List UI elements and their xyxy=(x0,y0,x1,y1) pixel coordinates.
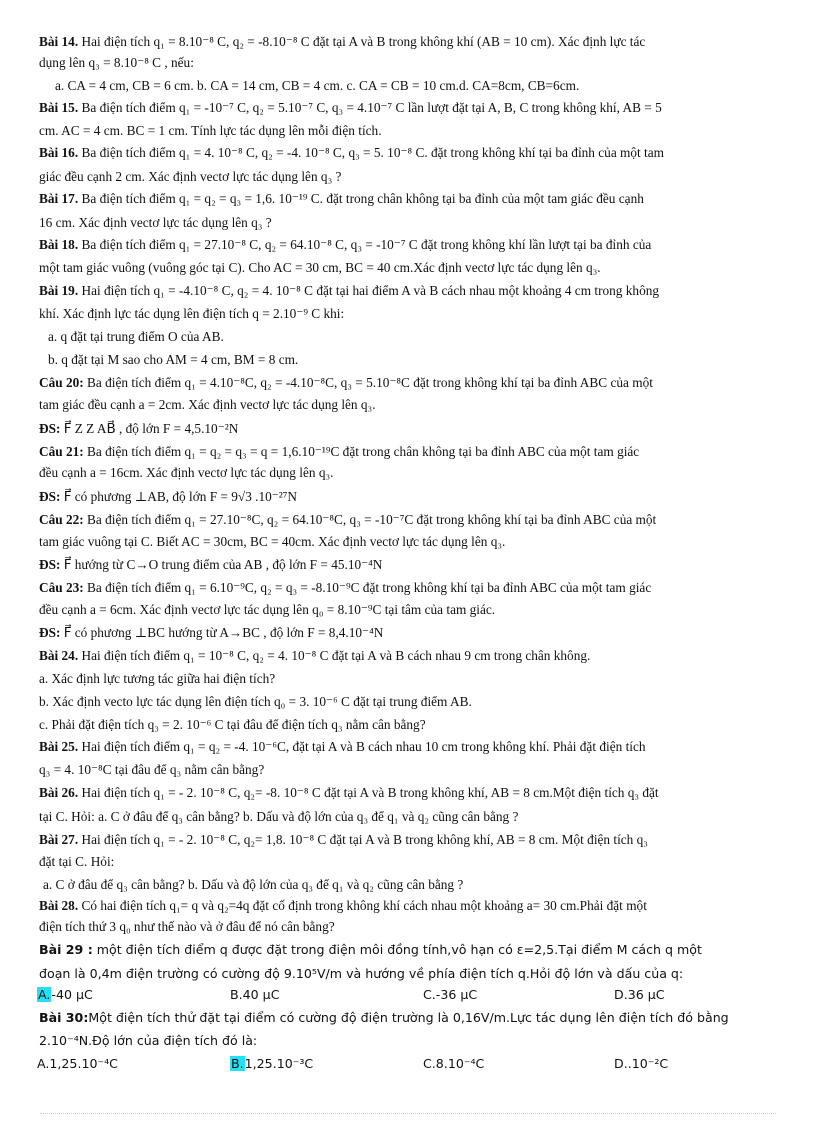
text-line xyxy=(0,444,816,460)
text-line xyxy=(0,648,816,664)
option-value: .10⁻²C xyxy=(627,1056,669,1071)
option-letter: C. xyxy=(423,987,436,1002)
text-line: a. CA = 4 cm, CB = 6 cm. b. CA = 14 cm, CB = 4 cm. c. CA = CB = 10 cm.d. CA=8cm, CB=6cm. xyxy=(55,78,580,93)
text-line: q₃ = 4. 10⁻⁸C tại đâu để q₃ nằm cân bằng? xyxy=(39,762,265,777)
exercise-label: ĐS: xyxy=(39,489,61,504)
text-line xyxy=(0,942,816,958)
exercise-label: Bài 16. xyxy=(39,145,79,160)
exercise-label: Bài 15. xyxy=(39,100,79,115)
text-line: tại C. Hỏi: a. C ở đâu để q₃ cân bằng? b. Dấu và độ lớn của q₃ để q₁ và q₂ cũng cân bằng ? xyxy=(39,809,519,824)
exercise-body: Ba điện tích điểm q₁ = 4.10⁻⁸C, q₂ = -4.10⁻⁸C, q₃ = 5.10⁻⁸C đặt trong không khí tại ba đỉnh ABC của một xyxy=(83,375,653,390)
text-line: a. Xác định lực tương tác giữa hai điện tích? xyxy=(39,671,276,686)
text-line xyxy=(0,739,816,755)
exercise-body: F⃗ có phương ⊥BC hướng từ A→BC , độ lớn F = 8,4.10⁻⁴N xyxy=(60,625,384,640)
text-line: tam giác vuông tại C. Biết AC = 30cm, BC = 40cm. Xác định vectơ lực tác dụng lên q₃. xyxy=(39,534,506,549)
option-letter: A. xyxy=(37,1056,50,1071)
text-line: một tam giác vuông (vuông góc tại C). Cho AC = 30 cm, BC = 40 cm.Xác định vectơ lực tác dụng lên q₃. xyxy=(39,260,601,275)
text-line xyxy=(0,898,816,914)
exercise-label: Bài 29 : xyxy=(39,942,93,957)
exercise-label: Bài 27. xyxy=(39,832,79,847)
q29-option-a[interactable] xyxy=(37,987,93,1002)
option-letter: B. xyxy=(230,987,243,1002)
text-line xyxy=(0,512,816,528)
text-line: 16 cm. Xác định vectơ lực tác dụng lên q₃ ? xyxy=(39,215,272,230)
exercise-body: Hai điện tích q₁ = -4.10⁻⁸ C, q₂ = 4. 10⁻⁸ C đặt tại hai điểm A và B cách nhau một khoảng 4 cm trong không xyxy=(78,283,660,298)
q30-option-a[interactable] xyxy=(37,1056,118,1071)
option-letter: D. xyxy=(614,1056,628,1071)
exercise-body: Ba điện tích điểm q₁ = 27.10⁻⁸ C, q₂ = 64.10⁻⁸ C, q₃ = -10⁻⁷ C đặt trong không khí lần lượt tại ba đỉnh của xyxy=(78,237,652,252)
exercise-label: Bài 14. xyxy=(39,34,79,49)
text-line xyxy=(0,489,816,505)
text-line xyxy=(0,557,816,573)
exercise-body: Ba điện tích điểm q₁ = q₂ = q₃ = q = 1,6.10⁻¹⁹C đặt trong chân không tại ba đỉnh ABC của một tam giác xyxy=(83,444,640,459)
q30-option-b[interactable] xyxy=(230,1056,313,1071)
option-value: 8.10⁻⁴C xyxy=(435,1056,485,1071)
exercise-body: F⃗ hướng từ C→O trung điểm của AB , độ lớn F = 45.10⁻⁴N xyxy=(60,557,383,572)
text-line: đều cạnh a = 16cm. Xác định vectơ lực tác dụng lên q₃. xyxy=(39,465,334,480)
text-line: cm. AC = 4 cm. BC = 1 cm. Tính lực tác dụng lên mỗi điện tích. xyxy=(39,123,382,138)
q30-option-d[interactable] xyxy=(614,1056,668,1071)
exercise-label: ĐS: xyxy=(39,421,61,436)
exercise-label: Câu 20: xyxy=(39,375,84,390)
text-line xyxy=(0,191,816,207)
q30-option-c[interactable] xyxy=(423,1056,484,1071)
text-line xyxy=(0,283,816,299)
text-line: a. q đặt tại trung điểm O của AB. xyxy=(48,329,224,344)
text-line xyxy=(0,100,816,116)
text-line xyxy=(0,145,816,161)
exercise-label: Câu 23: xyxy=(39,580,84,595)
exercise-label: Câu 22: xyxy=(39,512,84,527)
q29-option-b[interactable] xyxy=(230,987,280,1002)
text-line: 2.10⁻⁴N.Độ lớn của điện tích đó là: xyxy=(39,1033,258,1048)
option-value: 1,25.10⁻³C xyxy=(244,1056,314,1071)
text-line: điện tích thứ 3 q₀ như thế nào và ở đâu để nó cân bằng? xyxy=(39,919,335,934)
exercise-body: Hai điện tích điểm q₁ = 10⁻⁸ C, q₂ = 4. 10⁻⁸ C đặt tại A và B cách nhau 9 cm trong chân không. xyxy=(78,648,591,663)
exercise-body: Có hai điện tích q₁= q và q₂=4q đặt cố định trong không khí cách nhau một khoảng a= 30 cm.Phải đặt một xyxy=(78,898,647,913)
exercise-body: F⃗ Z Z AB⃗ , độ lớn F = 4,5.10⁻²N xyxy=(60,421,239,436)
exercise-body: Hai điện tích điểm q₁ = q₂ = -4. 10⁻⁶C, đặt tại A và B cách nhau 10 cm trong không khí. Phải đặt điện tích xyxy=(78,739,646,754)
exercise-body: Ba điện tích điểm q₁ = 27.10⁻⁸C, q₂ = 64.10⁻⁸C, q₃ = -10⁻⁷C đặt trong không khí tại ba đỉnh ABC của một xyxy=(83,512,657,527)
exercise-label: Bài 19. xyxy=(39,283,79,298)
exercise-body: F⃗ có phương ⊥AB, độ lớn F = 9√3 .10⁻²⁷N xyxy=(60,489,298,504)
q29-option-d[interactable] xyxy=(614,987,665,1002)
exercise-body: Hai điện tích q₁ = - 2. 10⁻⁸ C, q₂= -8. 10⁻⁸ C đặt tại A và B trong không khí, AB = 8 cm.Một điện tích q₃ đặt xyxy=(78,785,659,800)
text-line xyxy=(0,237,816,253)
exercise-body: Hai điện tích q₁ = 8.10⁻⁸ C, q₂ = -8.10⁻⁸ C đặt tại A và B trong không khí (AB = 10 cm). Xác định lực tác xyxy=(78,34,646,49)
option-value: -40 μC xyxy=(51,987,93,1002)
exercise-body: Ba điện tích điểm q₁ = -10⁻⁷ C, q₂ = 5.10⁻⁷ C, q₃ = 4.10⁻⁷ C lần lượt đặt tại A, B, C trong không khí, AB = 5 xyxy=(78,100,662,115)
option-value: 40 μC xyxy=(242,987,280,1002)
text-line: a. C ở đâu để q₃ cân bằng? b. Dấu và độ lớn của q₃ để q₁ và q₂ cũng cân bằng ? xyxy=(43,877,464,892)
option-value: 36 μC xyxy=(627,987,665,1002)
text-line xyxy=(0,375,816,391)
q29-option-c[interactable] xyxy=(423,987,477,1002)
text-line xyxy=(0,832,816,848)
text-line: c. Phải đặt điện tích q₃ = 2. 10⁻⁶ C tại đâu để điện tích q₃ nằm cân bằng? xyxy=(39,717,426,732)
exercise-label: Bài 17. xyxy=(39,191,79,206)
option-letter: D. xyxy=(614,987,628,1002)
text-line: giác đều cạnh 2 cm. Xác định vectơ lực tác dụng lên q₃ ? xyxy=(39,169,342,184)
option-letter: A. xyxy=(38,987,51,1002)
exercise-label: ĐS: xyxy=(39,557,61,572)
text-line xyxy=(0,785,816,801)
exercise-label: Bài 24. xyxy=(39,648,79,663)
option-letter: B. xyxy=(231,1056,244,1071)
text-line: b. q đặt tại M sao cho AM = 4 cm, BM = 8 cm. xyxy=(48,352,299,367)
exercise-label: Bài 28. xyxy=(39,898,79,913)
text-line: đặt tại C. Hỏi: xyxy=(39,854,115,869)
text-line xyxy=(0,1010,816,1026)
text-line xyxy=(0,34,816,50)
option-value: 1,25.10⁻⁴C xyxy=(49,1056,118,1071)
page-bottom-divider xyxy=(40,1113,776,1114)
exercise-body: Một điện tích thử đặt tại điểm có cường độ điện trường là 0,16V/m.Lực tác dụng lên điện tích đó bằng xyxy=(88,1010,729,1025)
text-line: khí. Xác định lực tác dụng lên điện tích q = 2.10⁻⁹ C khi: xyxy=(39,306,345,321)
exercise-label: Câu 21: xyxy=(39,444,84,459)
exercise-label: Bài 18. xyxy=(39,237,79,252)
text-line xyxy=(0,421,816,437)
text-line: b. Xác định vecto lực tác dụng lên điện tích q₀ = 3. 10⁻⁶ C đặt tại trung điểm AB. xyxy=(39,694,472,709)
exercise-body: Ba điện tích điểm q₁ = 4. 10⁻⁸ C, q₂ = -4. 10⁻⁸ C, q₃ = 5. 10⁻⁸ C. đặt trong không khí tại ba đỉnh của một tam xyxy=(78,145,664,160)
text-line: tam giác đều cạnh a = 2cm. Xác định vectơ lực tác dụng lên q₃. xyxy=(39,397,376,412)
exercise-label: Bài 26. xyxy=(39,785,79,800)
text-line: dụng lên q₃ = 8.10⁻⁸ C , nếu: xyxy=(39,55,194,70)
exercise-body: Ba điện tích điểm q₁ = q₂ = q₃ = 1,6. 10⁻¹⁹ C. đặt trong chân không tại ba đỉnh của một tam giác đều cạnh xyxy=(78,191,644,206)
text-line xyxy=(0,580,816,596)
option-value: -36 μC xyxy=(435,987,478,1002)
exercise-body: Hai điện tích q₁ = - 2. 10⁻⁸ C, q₂= 1,8. 10⁻⁸ C đặt tại A và B trong không khí, AB = 8 cm. Một điện tích q₃ xyxy=(78,832,648,847)
exercise-label: Bài 30: xyxy=(39,1010,89,1025)
exercise-label: ĐS: xyxy=(39,625,61,640)
text-line: đều cạnh a = 6cm. Xác định vectơ lực tác dụng lên q₀ = 8.10⁻⁹C tại tâm của tam giác. xyxy=(39,602,496,617)
exercise-label: Bài 25. xyxy=(39,739,79,754)
exercise-body: một điện tích điểm q được đặt trong điện môi đồng tính,vô hạn có ε=2,5.Tại điểm M cách q một xyxy=(92,942,702,957)
text-line: đoạn là 0,4m điện trường có cường độ 9.10⁵V/m và hướng về phía điện tích q.Hỏi độ lớn và dấu của q: xyxy=(39,966,684,981)
option-letter: C. xyxy=(423,1056,436,1071)
text-line xyxy=(0,625,816,641)
exercise-body: Ba điện tích điểm q₁ = 6.10⁻⁹C, q₂ = q₃ = -8.10⁻⁹C đặt trong không khí tại ba đỉnh ABC của một tam giác xyxy=(83,580,652,595)
